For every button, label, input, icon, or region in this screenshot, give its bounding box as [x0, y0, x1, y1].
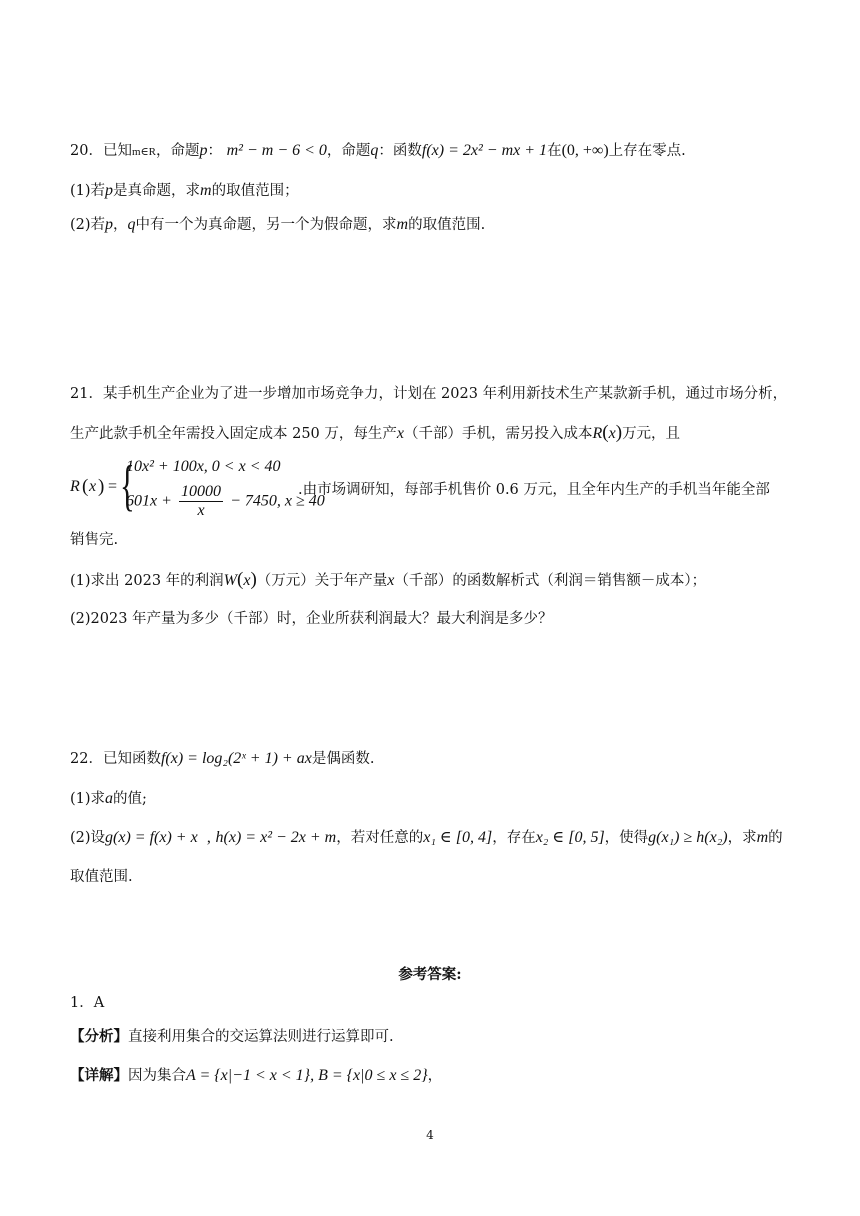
q20-inequality: m² − m − 6 < 0	[226, 142, 327, 159]
q22-part1: (1)求a的值;	[70, 790, 147, 807]
piece-1: 10x² + 100x, 0 < x < 40	[126, 458, 281, 475]
q21-part1: (1)求出 2023 年的利润W(x)（万元）关于年产量x（千部）的函数解析式（利润＝销售额－成本）；	[70, 569, 707, 590]
q21-piecewise-function: R ( x ) = { 10x² + 100x, 0 < x < 40 601x + $\frac{10000}{x}$ − 7450, x ≥ 40	[70, 455, 325, 519]
q22-function: f(x) = log₂(2ˣ + 1) + ax	[160, 750, 312, 767]
answer-detail: 【详解】因为集合A = {x|−1 < x < 1}, B = {x|0 ≤ x ≤ 2}，	[70, 1067, 443, 1084]
q22-part2: (2)设g(x) = f(x) + x , h(x) = x² − 2x + m，若对任意的x₁ ∈ [0, 4]，存在x₂ ∈ [0, 5]，使得g(x₁) ≥ h(x₂)，求m的	[70, 829, 783, 846]
answer-item-1: 1．A	[70, 995, 105, 1011]
piece-2: 601x + $\frac{10000}{x}$ − 7450, x ≥ 40	[126, 483, 325, 519]
q21-line3: .由市场调研知，每部手机售价 0.6 万元，且全年内生产的手机当年能全部	[298, 482, 770, 498]
answers-title: 参考答案:	[398, 966, 462, 983]
q20-part1: (1)若p是真命题，求m的取值范围；	[70, 182, 299, 199]
q21-line4: 销售完.	[70, 532, 119, 548]
q20-part2: (2)若p，q中有一个为真命题，另一个为假命题，求m的取值范围.	[70, 216, 486, 233]
q22-line2: 取值范围.	[70, 869, 133, 885]
q20-stem: 20．已知m∈R，命题p： m² − m − 6 < 0，命题q：函数f(x) = 2x² − mx + 1在(0, +∞)上存在零点.	[70, 142, 686, 159]
set-expression: A = {x|−1 < x < 1}, B = {x|0 ≤ x ≤ 2}	[186, 1067, 428, 1084]
q21-part2: (2)2023 年产量为多少（千部）时，企业所获利润最大？最大利润是多少？	[70, 611, 553, 627]
answer-analysis: 【分析】直接利用集合的交运算法则进行运算即可.	[70, 1028, 394, 1045]
q21-line1: 21．某手机生产企业为了进一步增加市场竞争力，计划在 2023 年利用新技术生产某款新手机，通过市场分析，	[70, 386, 788, 402]
q20-number: 20．	[70, 143, 103, 159]
q22-stem: 22．已知函数f(x) = log₂(2ˣ + 1) + ax是偶函数.	[70, 750, 375, 767]
q20-function: f(x) = 2x² − mx + 1	[421, 142, 548, 159]
q21-line2: 生产此款手机全年需投入固定成本 250 万，每生产x（千部）手机，需另投入成本R(x)万元，且	[70, 422, 681, 443]
page-number: 4	[426, 1128, 434, 1142]
